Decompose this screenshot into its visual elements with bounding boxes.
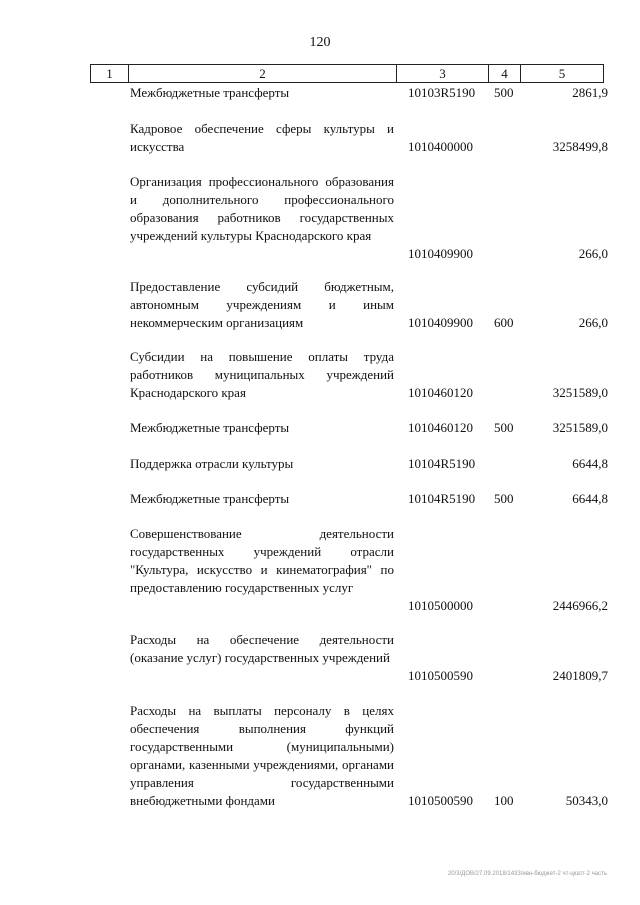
header-col-4: 4: [489, 65, 521, 82]
row-name: Межбюджетные трансферты: [130, 420, 290, 435]
row-amount: 50343,0: [565, 793, 608, 808]
table-header: [90, 64, 604, 83]
row-type: 500: [494, 85, 514, 100]
row-code: 10104R5190: [408, 456, 476, 471]
row-name: Кадровое обеспечение сферы культуры и искусства: [130, 121, 394, 154]
row-amount: 2401809,7: [552, 668, 608, 683]
table-row: [90, 120, 608, 156]
row-amount: 3258499,8: [552, 139, 608, 154]
row-amount: 266,0: [578, 246, 608, 261]
row-code: 1010500590: [408, 793, 473, 808]
row-name: Совершенствование деятельности государственных учреждений отрасли "Культура, искусство и кинематография" по предоставлению государственных услуг: [130, 526, 394, 595]
row-name: Межбюджетные трансферты: [130, 85, 290, 100]
row-code: 1010400000: [408, 139, 473, 154]
table-row: [90, 419, 608, 437]
row-name: Межбюджетные трансферты: [130, 491, 290, 506]
row-amount: 6644,8: [572, 456, 608, 471]
row-amount: 3251589,0: [552, 385, 608, 400]
footer-stamp: 20/3/ДОВ/27.09.2018/1433/ивн-бюджет-2 чт-цкатг-2 часть: [447, 871, 607, 877]
row-code: 10104R5190: [408, 491, 476, 506]
row-amount: 2446966,2: [552, 598, 608, 613]
table-row: [90, 490, 608, 508]
row-amount: 3251589,0: [552, 420, 608, 435]
table-row: [90, 278, 608, 332]
row-code: 1010500590: [408, 668, 473, 683]
table-row: [90, 84, 608, 102]
row-code: 1010460120: [408, 420, 473, 435]
row-amount: 2861,9: [572, 85, 608, 100]
row-code: 1010460120: [408, 385, 473, 400]
row-name: Расходы на обеспечение деятельности (оказание услуг) государственных учреждений: [130, 632, 394, 665]
header-col-5: 5: [558, 65, 566, 81]
row-code: 1010500000: [408, 598, 473, 613]
table-row: [90, 631, 608, 685]
row-amount: 6644,8: [572, 491, 608, 506]
header-col-3: 3: [397, 65, 489, 82]
table-row: [90, 455, 608, 473]
row-code: 10103R5190: [408, 85, 476, 100]
table-row: [90, 702, 608, 810]
row-type: 600: [494, 315, 514, 330]
header-col-1: 1: [91, 65, 129, 82]
row-name: Организация профессионального образования и дополнительного профессионального образования работников государственных учреждений культуры Краснодарского края: [130, 174, 394, 243]
header-col-2: 2: [129, 65, 397, 82]
table-row: [90, 348, 608, 402]
row-type: 500: [494, 491, 514, 506]
row-code: 1010409900: [408, 246, 473, 261]
table-row: [90, 173, 608, 263]
row-code: 1010409900: [408, 315, 473, 330]
page-number: 120: [309, 35, 331, 50]
row-type: 500: [494, 420, 514, 435]
row-name: Расходы на выплаты персоналу в целях обеспечения выполнения функций государственными (муниципальными) органами, казенными учреждениями, органами управления государственными внебюджетными фондами: [130, 703, 394, 808]
row-name: Поддержка отрасли культуры: [130, 456, 294, 471]
row-name: Субсидии на повышение оплаты труда работников муниципальных учреждений Краснодарского края: [130, 349, 394, 400]
table-row: [90, 525, 608, 615]
row-amount: 266,0: [578, 315, 608, 330]
row-name: Предоставление субсидий бюджетным, автономным учреждениям и иным некоммерческим организациям: [130, 279, 394, 330]
row-type: 100: [494, 793, 514, 808]
